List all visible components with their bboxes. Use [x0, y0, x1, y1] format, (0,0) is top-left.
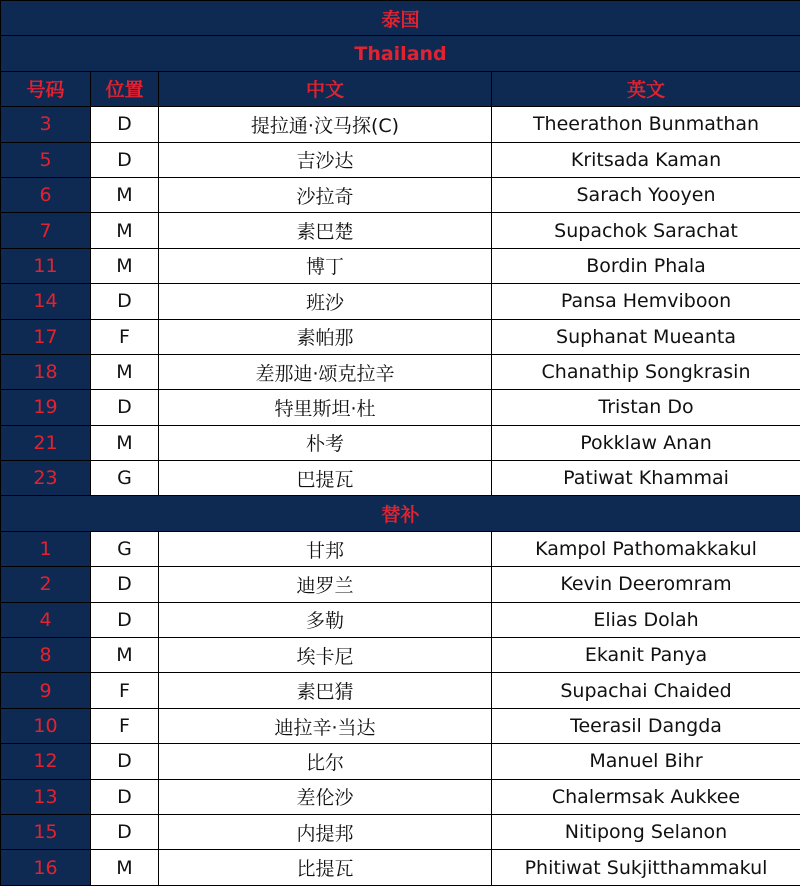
player-name-chinese: 素巴猜 — [159, 673, 492, 708]
player-row — [1, 744, 800, 779]
player-name-chinese: 差那迪·颂克拉辛 — [159, 354, 492, 389]
player-name-english: Manuel Bihr — [492, 744, 800, 779]
player-row — [1, 638, 800, 673]
player-row — [1, 708, 800, 743]
player-name-chinese: 吉沙达 — [159, 142, 492, 177]
player-row — [1, 213, 800, 248]
player-row — [1, 107, 800, 142]
player-row — [1, 531, 800, 566]
player-number: 2 — [1, 567, 91, 602]
player-position: D — [91, 142, 159, 177]
player-row — [1, 779, 800, 814]
player-row — [1, 461, 800, 496]
player-position: D — [91, 107, 159, 142]
player-name-english: Suphanat Mueanta — [492, 319, 800, 354]
team-title-row — [1, 1, 800, 36]
player-name-chinese: 比提瓦 — [159, 850, 492, 885]
player-position: G — [91, 531, 159, 566]
player-position: D — [91, 390, 159, 425]
player-position: M — [91, 248, 159, 283]
player-name-english: Teerasil Dangda — [492, 708, 800, 743]
player-row — [1, 567, 800, 602]
player-name-english: Tristan Do — [492, 390, 800, 425]
player-row — [1, 142, 800, 177]
player-row — [1, 602, 800, 637]
player-number: 13 — [1, 779, 91, 814]
player-name-english: Supachok Sarachat — [492, 213, 800, 248]
player-position: D — [91, 284, 159, 319]
column-header-row — [1, 71, 800, 106]
player-number: 19 — [1, 390, 91, 425]
player-name-chinese: 素帕那 — [159, 319, 492, 354]
player-number: 14 — [1, 284, 91, 319]
substitutes-title: 替补 — [1, 496, 800, 531]
player-number: 5 — [1, 142, 91, 177]
player-name-chinese: 提拉通·汶马探(C) — [159, 107, 492, 142]
header-number: 号码 — [1, 71, 91, 106]
player-position: F — [91, 708, 159, 743]
player-position: D — [91, 602, 159, 637]
player-number: 10 — [1, 708, 91, 743]
player-name-english: Elias Dolah — [492, 602, 800, 637]
player-name-chinese: 多勒 — [159, 602, 492, 637]
player-position: D — [91, 567, 159, 602]
player-name-english: Pansa Hemviboon — [492, 284, 800, 319]
player-name-chinese: 特里斯坦·杜 — [159, 390, 492, 425]
player-position: F — [91, 673, 159, 708]
player-name-chinese: 沙拉奇 — [159, 177, 492, 212]
player-name-english: Phitiwat Sukjitthammakul — [492, 850, 800, 885]
player-number: 3 — [1, 107, 91, 142]
player-number: 6 — [1, 177, 91, 212]
player-name-chinese: 埃卡尼 — [159, 638, 492, 673]
player-number: 4 — [1, 602, 91, 637]
player-number: 23 — [1, 461, 91, 496]
player-name-english: Patiwat Khammai — [492, 461, 800, 496]
player-number: 16 — [1, 850, 91, 885]
player-number: 12 — [1, 744, 91, 779]
player-row — [1, 673, 800, 708]
player-position: M — [91, 638, 159, 673]
player-name-chinese: 内提邦 — [159, 814, 492, 849]
header-chinese-name: 中文 — [159, 71, 492, 106]
team-subtitle-row — [1, 36, 800, 71]
player-position: M — [91, 213, 159, 248]
player-row — [1, 390, 800, 425]
player-position: D — [91, 814, 159, 849]
player-number: 15 — [1, 814, 91, 849]
player-name-english: Sarach Yooyen — [492, 177, 800, 212]
player-name-english: Pokklaw Anan — [492, 425, 800, 460]
team-name-english: Thailand — [1, 36, 800, 71]
player-name-chinese: 巴提瓦 — [159, 461, 492, 496]
player-name-english: Supachai Chaided — [492, 673, 800, 708]
player-name-english: Bordin Phala — [492, 248, 800, 283]
player-name-english: Ekanit Panya — [492, 638, 800, 673]
player-name-chinese: 甘邦 — [159, 531, 492, 566]
player-number: 18 — [1, 354, 91, 389]
player-row — [1, 354, 800, 389]
player-name-english: Theerathon Bunmathan — [492, 107, 800, 142]
player-name-english: Kritsada Kaman — [492, 142, 800, 177]
player-name-english: Kampol Pathomakkakul — [492, 531, 800, 566]
player-number: 1 — [1, 531, 91, 566]
player-name-chinese: 素巴楚 — [159, 213, 492, 248]
player-row — [1, 284, 800, 319]
player-number: 8 — [1, 638, 91, 673]
player-position: D — [91, 779, 159, 814]
player-name-chinese: 比尔 — [159, 744, 492, 779]
player-name-chinese: 差伦沙 — [159, 779, 492, 814]
player-position: M — [91, 425, 159, 460]
player-row — [1, 319, 800, 354]
header-position: 位置 — [91, 71, 159, 106]
player-name-chinese: 班沙 — [159, 284, 492, 319]
player-row — [1, 425, 800, 460]
player-number: 17 — [1, 319, 91, 354]
player-name-english: Nitipong Selanon — [492, 814, 800, 849]
player-position: M — [91, 177, 159, 212]
header-english-name: 英文 — [492, 71, 800, 106]
player-number: 11 — [1, 248, 91, 283]
player-position: M — [91, 354, 159, 389]
player-position: G — [91, 461, 159, 496]
player-row — [1, 177, 800, 212]
player-position: F — [91, 319, 159, 354]
team-name-chinese: 泰国 — [1, 1, 800, 36]
player-number: 21 — [1, 425, 91, 460]
substitutes-header-row — [1, 496, 800, 531]
player-name-english: Kevin Deeromram — [492, 567, 800, 602]
player-position: M — [91, 850, 159, 885]
player-number: 9 — [1, 673, 91, 708]
player-row — [1, 248, 800, 283]
player-row — [1, 814, 800, 849]
player-name-chinese: 迪罗兰 — [159, 567, 492, 602]
player-name-english: Chanathip Songkrasin — [492, 354, 800, 389]
player-position: D — [91, 744, 159, 779]
player-name-chinese: 博丁 — [159, 248, 492, 283]
player-number: 7 — [1, 213, 91, 248]
player-name-english: Chalermsak Aukkee — [492, 779, 800, 814]
player-name-chinese: 迪拉辛·当达 — [159, 708, 492, 743]
player-name-chinese: 朴考 — [159, 425, 492, 460]
